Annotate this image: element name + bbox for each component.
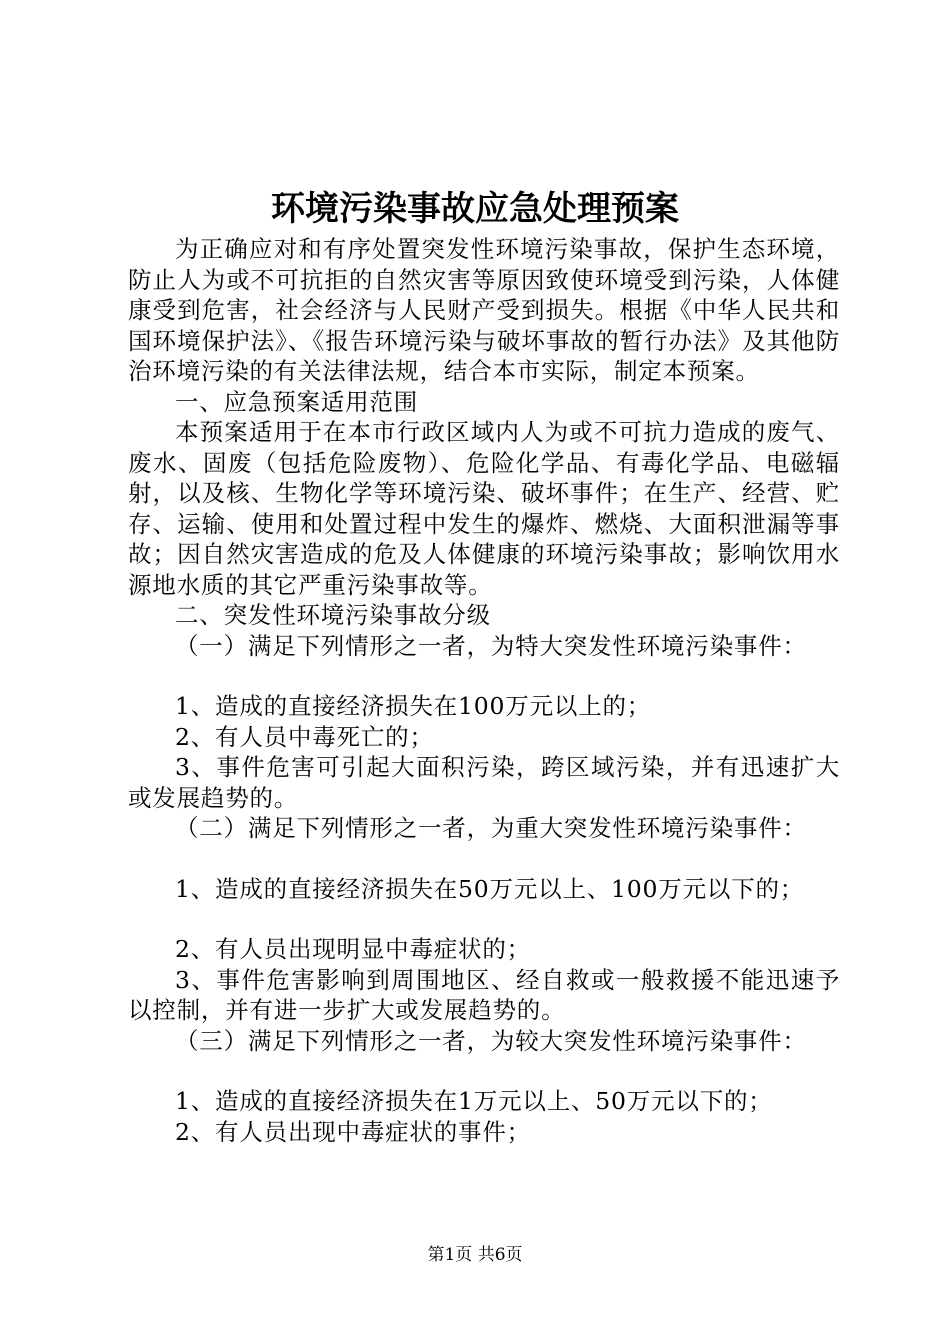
list-item: 1、造成的直接经济损失在100万元以上的； — [175, 692, 652, 720]
subheading-level-3: （三）满足下列情形之一者，为较大突发性环境污染事件： — [175, 1026, 807, 1055]
list-item: 2、有人员中毒死亡的； — [175, 722, 434, 751]
list-item: 2、有人员出现中毒症状的事件； — [175, 1117, 531, 1146]
page-number-footer: 第1页 共6页 — [427, 1245, 523, 1265]
list-item: 3、事件危害影响到周围地区、经自救或一般救援不能迅速予以控制，并有进一步扩大或发展趋势的。 — [128, 965, 840, 1024]
intro-paragraph: 为正确应对和有序处置突发性环境污染事故，保护生态环境，防止人为或不可抗拒的自然灾害等原因致使环境受到污染，人体健康受到危害，社会经济与人民财产受到损失。根据《中华人民共和国环境保护法》、《报告环境污染与破坏事故的暂行办法》及其他防治环境污染的有关法律法规，结合本市实际，制定本预案。 — [128, 235, 840, 385]
list-item: 3、事件危害可引起大面积污染，跨区域污染，并有迅速扩大或发展趋势的。 — [128, 753, 840, 812]
subheading-level-2: （二）满足下列情形之一者，为重大突发性环境污染事件： — [175, 814, 807, 842]
list-item: 1、造成的直接经济损失在1万元以上、50万元以下的； — [175, 1087, 773, 1115]
document-body — [128, 234, 840, 1147]
section-heading-classification: 二、突发性环境污染事故分级 — [175, 601, 491, 629]
subheading-level-1: （一）满足下列情形之一者，为特大突发性环境污染事件： — [175, 631, 807, 660]
document-title: 环境污染事故应急处理预案 — [271, 189, 679, 229]
section-heading-scope: 一、应急预案适用范围 — [175, 387, 418, 416]
list-item: 2、有人员出现明显中毒症状的； — [175, 935, 531, 963]
list-item: 1、造成的直接经济损失在50万元以上、100万元以下的； — [175, 874, 805, 903]
scope-paragraph: 本预案适用于在本市行政区域内人为或不可抗力造成的废气、废水、固废（包括危险废物）、危险化学品、有毒化学品、电磁辐射，以及核、生物化学等环境污染、破坏事件；在生产、经营、贮存、运输、使用和处置过程中发生的爆炸、燃烧、大面积泄漏等事故；因自然灾害造成的危及人体健康的环境污染事故；影响饮用水源地水质的其它严重污染事故等。 — [128, 418, 840, 599]
